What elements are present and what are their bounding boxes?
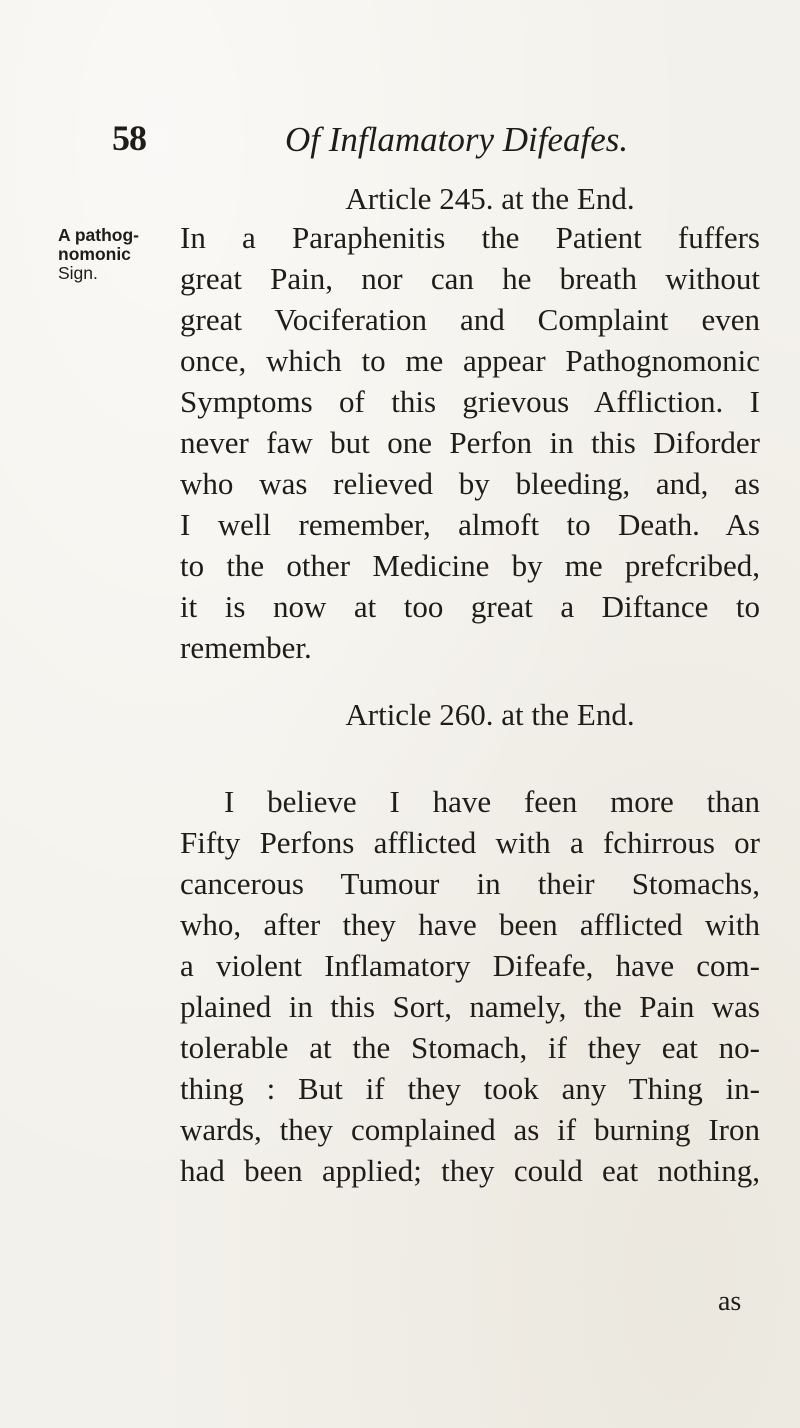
text-line: thing : But if they took any Thing in- [180,1071,760,1106]
article-heading-245: Article 245. at the End. [345,181,635,216]
text-line: Fifty Perfons afflicted with a fchirrous or [180,825,760,860]
text-line: tolerable at the Stomach, if they eat no- [180,1030,760,1065]
text-line: great Pain, nor can he breath without [180,261,760,296]
text-line: had been applied; they could eat nothing, [180,1153,760,1188]
text-line: to the other Medicine by me prefcribed, [180,548,760,583]
margin-note [58,226,148,283]
text-line: I believe I have feen more than [224,784,760,819]
paragraph-stomach-tumour [180,781,760,1191]
running-title: Of Inflamatory Difeafes. [285,120,629,159]
margin-note-line: nomonic [58,244,131,264]
text-line: a violent Inflamatory Difeafe, have com- [180,948,760,983]
paragraph-paraphenitis [180,217,760,668]
text-line: cancerous Tumour in their Stomachs, [180,866,760,901]
text-line: once, which to me appear Pathognomonic [180,343,760,378]
text-line: great Vociferation and Complaint even [180,302,760,337]
text-line: never faw but one Perfon in this Diforder [180,425,760,460]
margin-note-line: Sign. [58,263,98,283]
text-line: I well remember, almoft to Death. As [180,507,760,542]
text-line: who, after they have been afflicted with [180,907,760,942]
text-line: remember. [180,630,312,665]
page-number: 58 [112,118,146,158]
text-line: Symptoms of this grievous Affliction. I [180,384,760,419]
text-line: plained in this Sort, namely, the Pain was [180,989,760,1024]
text-line: In a Paraphenitis the Patient fuffers [180,220,760,255]
text-line: who was relieved by bleeding, and, as [180,466,760,501]
catchword: as [718,1286,742,1317]
text-line: wards, they complained as if burning Iron [180,1112,760,1147]
text-line: it is now at too great a Diftance to [180,589,760,624]
margin-note-line: A pathog- [58,225,139,245]
article-heading-260: Article 260. at the End. [345,697,635,732]
